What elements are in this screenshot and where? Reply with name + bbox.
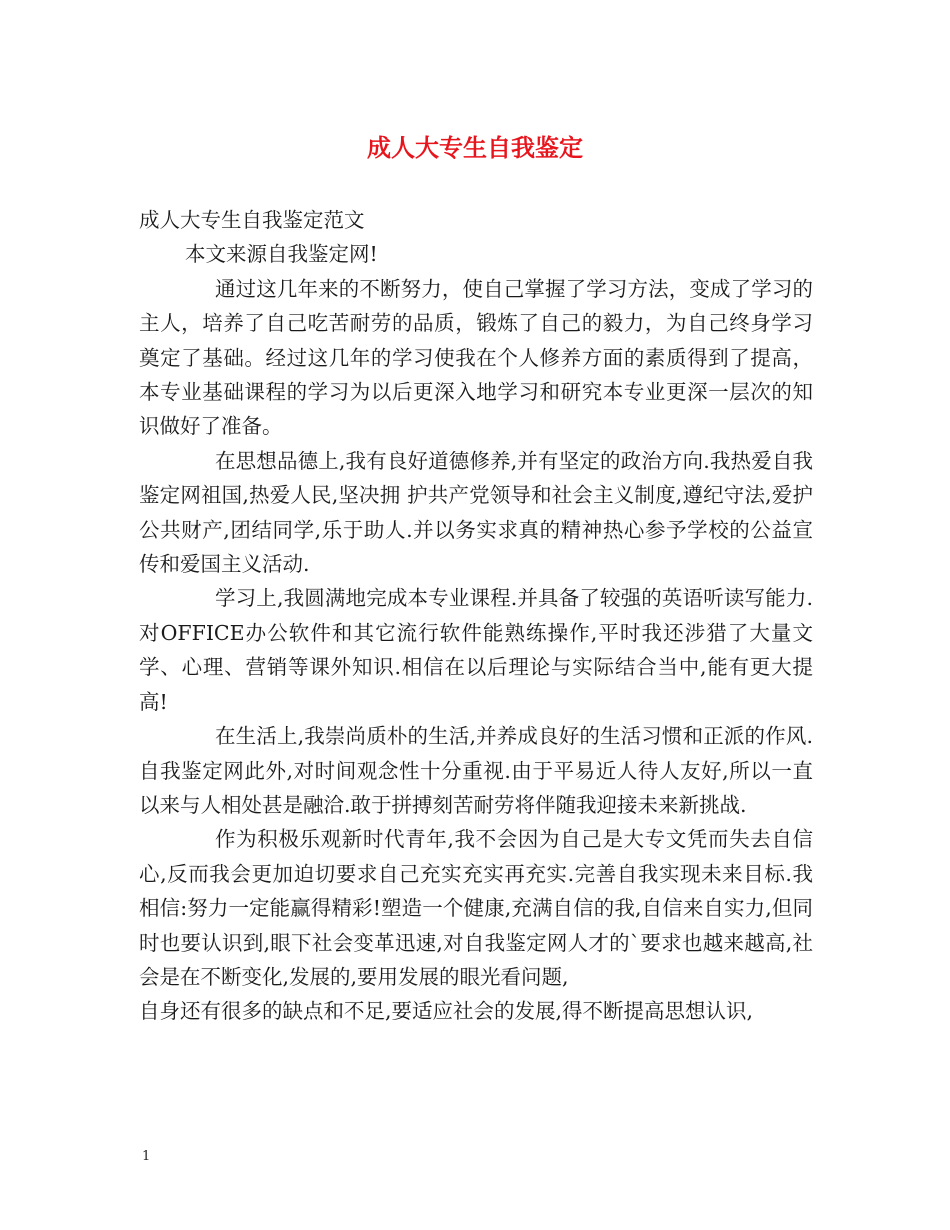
source-note: 本文来源自我鉴定网! [185,242,378,267]
document-title: 成人大专生自我鉴定 [367,133,583,162]
document-subtitle: 成人大专生自我鉴定范文 [139,208,365,232]
paragraph-study-methods: 通过这几年来的不断努力，使自己掌握了学习方法，变成了学习的主人，培养了自己吃苦耐劳的品质，锻炼了自己的毅力，为自己终身学习奠定了基础。经过这几年的学习使我在个人修养方面的素质得到了提高，本专业基础课程的学习为以后更深入地学习和研究本专业更深一层次的知识做好了准备。 [139,276,813,439]
document-body [139,203,813,1029]
page-number: 1 [142,1149,151,1164]
paragraph-moral-character: 在思想品德上,我有良好道德修养,并有坚定的政治方向.我热爱自我鉴定网祖国,热爱人民,坚决拥 护共产党领导和社会主义制度,遵纪守法,爱护公共财产,团结同学,乐于助人.并以务实求真的精神热心参予学校的公益宣传和爱国主义活动. [139,448,813,577]
paragraph-continuation: 自身还有很多的缺点和不足,要适应社会的发展,得不断提高思想认识, [139,999,754,1024]
paragraph-academics: 学习上,我圆满地完成本专业课程.并具备了较强的英语听读写能力.对OFFICE办公软件和其它流行软件能熟练操作,平时我还涉猎了大量文学、心理、营销等课外知识.相信在以后理论与实际结合当中,能有更大提高! [139,586,813,714]
paragraph-life: 在生活上,我崇尚质朴的生活,并养成良好的生活习惯和正派的作风.自我鉴定网此外,对时间观念性十分重视.由于平易近人待人友好,所以一直以来与人相处甚是融洽.敢于拼搏刻苦耐劳将伴随我迎接未来新挑战. [139,724,813,817]
paragraph-outlook: 作为积极乐观新时代青年,我不会因为自己是大专文凭而失去自信心,反而我会更加迫切要求自己充实充实再充实.完善自我实现未来目标.我相信:努力一定能赢得精彩!塑造一个健康,充满自信的我,自信来自实力,但同时也要认识到,眼下社会变革迅速,对自我鉴定网人才的`要求也越来越高,社会是在不断变化,发展的,要用发展的眼光看问题, [139,827,813,989]
